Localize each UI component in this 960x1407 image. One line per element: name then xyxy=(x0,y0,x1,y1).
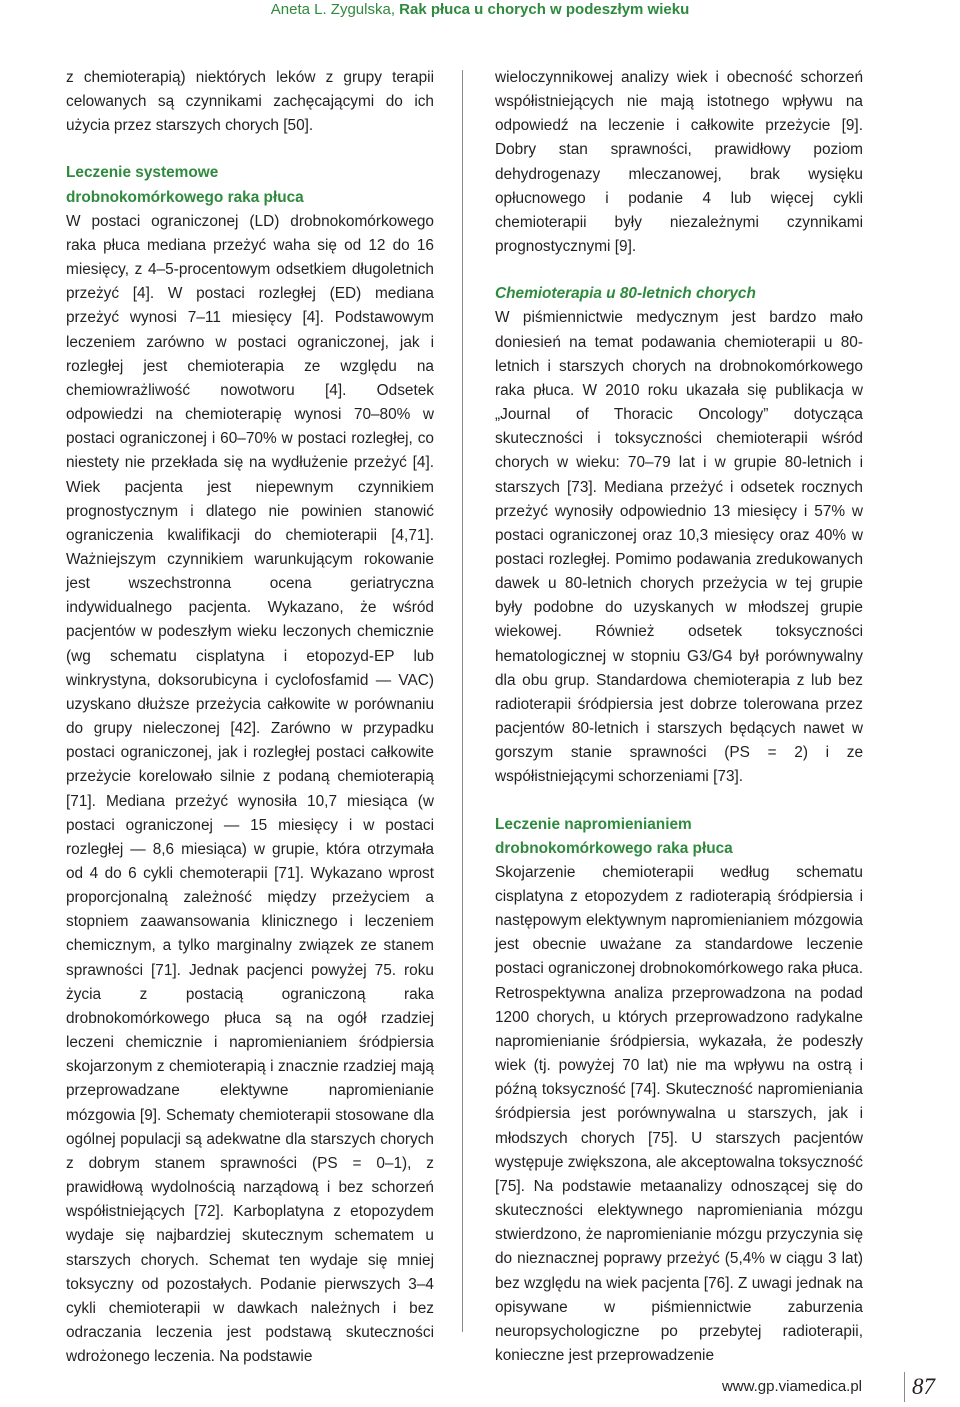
right-paragraph-intro: wieloczynnikowej analizy wiek i obecność schorzeń współistniejących nie mają istotnego wpływu na odpowiedź na leczenie i całkowite przeżycie [9]. Dobry stan sprawności, prawidłowy poziom dehydrogenazy mleczanowej, brak wysięku opłucnowego i podanie 4 lub więcej cykli chemioterapii były niezależnymi czynnikami prognostycznymi [9]. xyxy=(495,69,863,256)
section-heading-80-year-olds: Chemioterapia u 80-letnich chorych xyxy=(495,285,756,303)
right-paragraph-80-year-olds: W piśmiennictwie medycznym jest bardzo mało doniesień na temat podawania chemioterapii u 80-letnich i starszych chorych na drobnokomórkowego raka płuca. W 2010 roku ukazała się publikacja w „Journal of Thoracic Oncology” dotycząca skuteczności i toksyczności chemioterapii wśród chorych w wieku: 70–79 lat i w grupie 80-letnich i starszych [73]. Mediana przeżyć i odsetek rocznych przeżyć wynosiły odpowiednio 13 miesięcy i 57% w postaci ograniczonej oraz 10,3 miesięcy oraz 40% w postaci rozległej. Pomimo podawania zredukowanych dawek u 80-letnich chorych przeżycia w tej grupie były podobne do uzyskanych w młodszej grupie wiekowej. Również odsetek toksyczności hematologicznej w stopniu G3/G4 był porównywalny dla obu grup. Standardowa chemioterapia z lub bez radioterapii śródpiersia jest dobrze tolerowana przez pacjentów 80-letnich i starszych będących nawet w gorszym stanie sprawności (PS = 2) i ze współistniejącymi schorzeniami [73]. xyxy=(495,309,863,786)
left-paragraph-intro: z chemioterapią) niektórych leków z grupy terapii celowanych są czynnikami zachęcającymi do ich użycia przez starszych chorych [50]. xyxy=(66,69,434,135)
footer-divider xyxy=(904,1372,905,1402)
section-heading-systemic xyxy=(66,161,434,209)
header-author: Aneta L. Zygulska, xyxy=(270,1,395,18)
section-heading-line-1: Leczenie napromienianiem xyxy=(495,815,692,833)
section-heading-line-2: drobnokomórkowego raka płuca xyxy=(66,188,304,206)
left-paragraph-main: W postaci ograniczonej (LD) drobnokomórkowego raka płuca mediana przeżyć waha się od 12 do 16 miesięcy, z 4–5-procentowym odsetkiem długoletnich przeżyć [4]. W postaci rozległej (ED) mediana przeżyć wynosi 7–11 miesięcy [4]. Podstawowym leczeniem zarówno w postaci ograniczonej, jak i rozległej jest chemioterapia ze względu na chemiowrażliwość nowotworu [4]. Odsetek odpowiedzi na chemioterapię wynosi 70–80% w postaci ograniczonej i 60–70% w postaci rozległej, co niestety nie przekłada się na wydłużenie przeżyć [4]. Wiek pacjenta jest niepewnym czynnikiem prognostycznym i dlatego nie powinien stanowić ograniczenia kwalifikacji do chemioterapii [4,71]. Ważniejszym czynnikiem warunkującym rokowanie jest wszechstronna ocena geriatryczna indywidualnego pacjenta. Wykazano, że wśród pacjentów w podeszłym wieku leczonych chemicznie (wg schematu cisplatyna i etopozyd-EP lub winkrystyna, doksorubicyna i cyclofosfamid — VAC) uzyskano dłuższe przeżycia całkowite w porównaniu do grupy nieleczonej [42]. Zarówno w przypadku postaci ograniczonej, jak i rozległej postaci całkowite przeżycie korelowało silnie z podaną chemioterapią [71]. Mediana przeżyć wynosiła 10,7 miesiąca (w postaci ograniczonej — 15 miesięcy i w postaci rozległej — 8,6 miesiąca) w grupie, która otrzymała od 4 do 6 cykli chemoterapii [71]. Wykazano wprost proporcjonalną zależność między przeżyciem a stopniem zaawansowania klinicznego i leczeniem chemicznym, a tylko marginalny związek ze stanem sprawności [71]. Jednak pacjenci powyżej 75. roku życia z postacią ograniczoną raka drobnokomórkowego płuca są na ogół rzadziej leczeni chemicznie i napromienianiem śródpiersia skojarzonym z chemioterapią i znacznie rzadziej mają przeprowadzane elektywne napromienianie mózgowia [9]. Schematy chemioterapii stosowane dla ogólnej populacji są adekwatne dla starszych chorych z dobrym stanem sprawności (PS = 0–1), z prawidłową wydolnością narządową i bez schorzeń współistniejących [72]. Karboplatyna z etopozydem wydaje się najbardziej skutecznym schematem u starszych chorych. Schemat ten wydaje się mniej toksyczny od pozostałych. Podanie pierwszych 3–4 cykli chemioterapii w dawkach należnych i bez odraczania leczenia jest podstawą skuteczności wdrożonego leczenia. Na podstawie xyxy=(66,212,434,1366)
section-heading-line-2: drobnokomórkowego raka płuca xyxy=(495,839,733,857)
right-column xyxy=(495,66,863,1368)
running-header xyxy=(0,0,960,20)
journal-url[interactable]: www.gp.viamedica.pl xyxy=(721,1378,862,1395)
section-heading-line-1: Leczenie systemowe xyxy=(66,164,219,182)
page-number: 87 xyxy=(912,1374,935,1399)
column-divider xyxy=(462,70,463,1332)
section-heading-radiotherapy xyxy=(495,813,863,861)
right-paragraph-radiotherapy: Skojarzenie chemioterapii według schematu cisplatyna z etopozydem z radioterapią śródpiersia i następowym elektywnym napromienianiem mózgowia jest obecnie uważane za standardowe leczenie postaci ograniczonej drobnokomórkowego raka płuca. Retrospektywna analiza przeprowadzona na podad 1200 chorych, u których przeprowadzono radykalne napromienianie śródpiersia, wykazała, że podeszły wiek (tj. powyżej 70 lat) nie ma wpływu na ostrą i późną toksyczność [74]. Skuteczność napromieniania śródpiersia jest porównywalna u starszych, jak i młodszych chorych [75]. U starszych pacjentów występuje zwiększona, ale akceptowalna toksyczność [75]. Na podstawie metaanalizy odnoszącej się do skuteczności elektywnego napromieniania mózgu stwierdzono, że napromienianie mózgu przyczynia się do nieznacznej poprawy przeżyć (5,4% w ciągu 3 lat) bez względu na wiek pacjenta [76]. Z uwagi jednak na opisywane w piśmiennictwie zaburzenia neuropsychologiczne po przebytej radioterapii, konieczne jest przeprowadzenie xyxy=(495,863,863,1364)
header-title: Rak płuca u chorych w podeszłym wieku xyxy=(399,1,690,18)
left-column xyxy=(66,66,434,1369)
